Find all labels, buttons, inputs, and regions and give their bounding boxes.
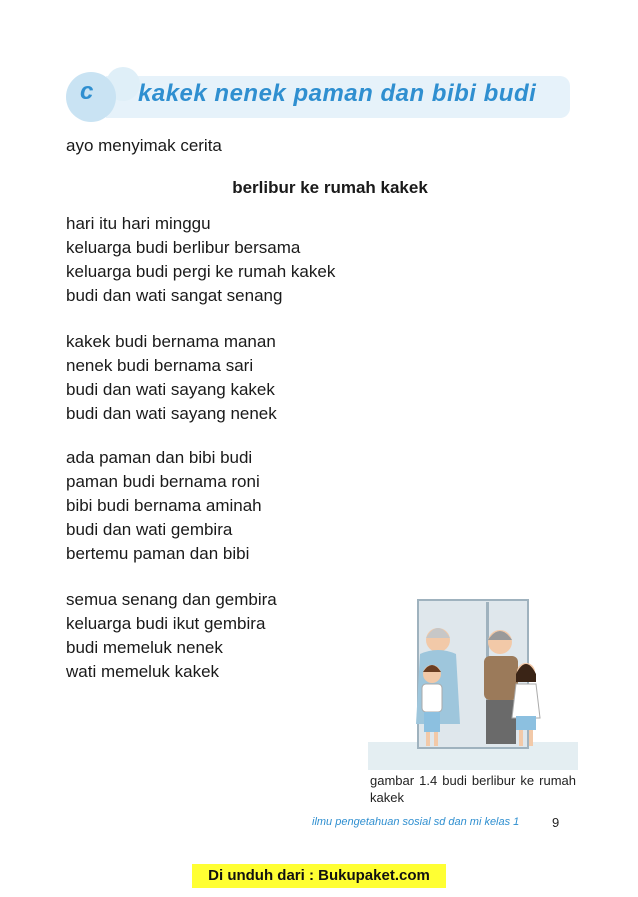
stanza-4 <box>66 588 277 684</box>
girl-leg <box>529 730 533 746</box>
section-letter: c <box>80 78 94 105</box>
boy-shirt <box>422 684 442 712</box>
section-header <box>66 62 570 122</box>
story-line: budi memeluk nenek <box>66 638 223 657</box>
girl-skirt <box>516 716 536 730</box>
download-source-note: Di unduh dari : Bukupaket.com <box>192 864 446 888</box>
story-line: bertemu paman dan bibi <box>66 544 250 563</box>
girl-leg <box>519 730 523 746</box>
grandfather-trousers <box>486 700 516 744</box>
story-title: berlibur ke rumah kakek <box>232 178 428 197</box>
story-line: paman budi bernama roni <box>66 472 260 491</box>
book-title-footer: ilmu pengetahuan sosial sd dan mi kelas 1 <box>312 816 520 828</box>
grandfather-shirt <box>484 656 518 700</box>
stanza-2 <box>66 330 277 426</box>
story-line: budi dan wati gembira <box>66 520 233 539</box>
stanza-1 <box>66 212 335 308</box>
story-line: bibi budi bernama aminah <box>66 496 262 515</box>
boy-leg <box>434 732 438 746</box>
page-number: 9 <box>552 815 560 830</box>
story-line: nenek budi bernama sari <box>66 356 254 375</box>
story-line: semua senang dan gembira <box>66 590 277 609</box>
stanza-3 <box>66 446 262 566</box>
family-hug-illustration <box>368 592 578 770</box>
story-line: ada paman dan bibi budi <box>66 448 253 467</box>
boy-leg <box>426 732 430 746</box>
story-line: hari itu hari minggu <box>66 214 211 233</box>
story-line: wati memeluk kakek <box>66 662 220 681</box>
story-line: keluarga budi berlibur bersama <box>66 238 301 257</box>
boy-shorts <box>424 712 440 732</box>
story-line: keluarga budi ikut gembira <box>66 614 266 633</box>
story-line: kakek budi bernama manan <box>66 332 276 351</box>
girl-shirt <box>512 684 540 718</box>
story-line: budi dan wati sangat senang <box>66 286 283 305</box>
figure-caption: gambar 1.4 budi berlibur ke rumah kakek <box>370 773 576 805</box>
story-line: keluarga budi pergi ke rumah kakek <box>66 262 336 281</box>
story-line: budi dan wati sayang kakek <box>66 380 275 399</box>
story-line: budi dan wati sayang nenek <box>66 404 277 423</box>
section-title: kakek nenek paman dan bibi budi <box>138 80 537 107</box>
intro-text: ayo menyimak cerita <box>66 136 222 155</box>
